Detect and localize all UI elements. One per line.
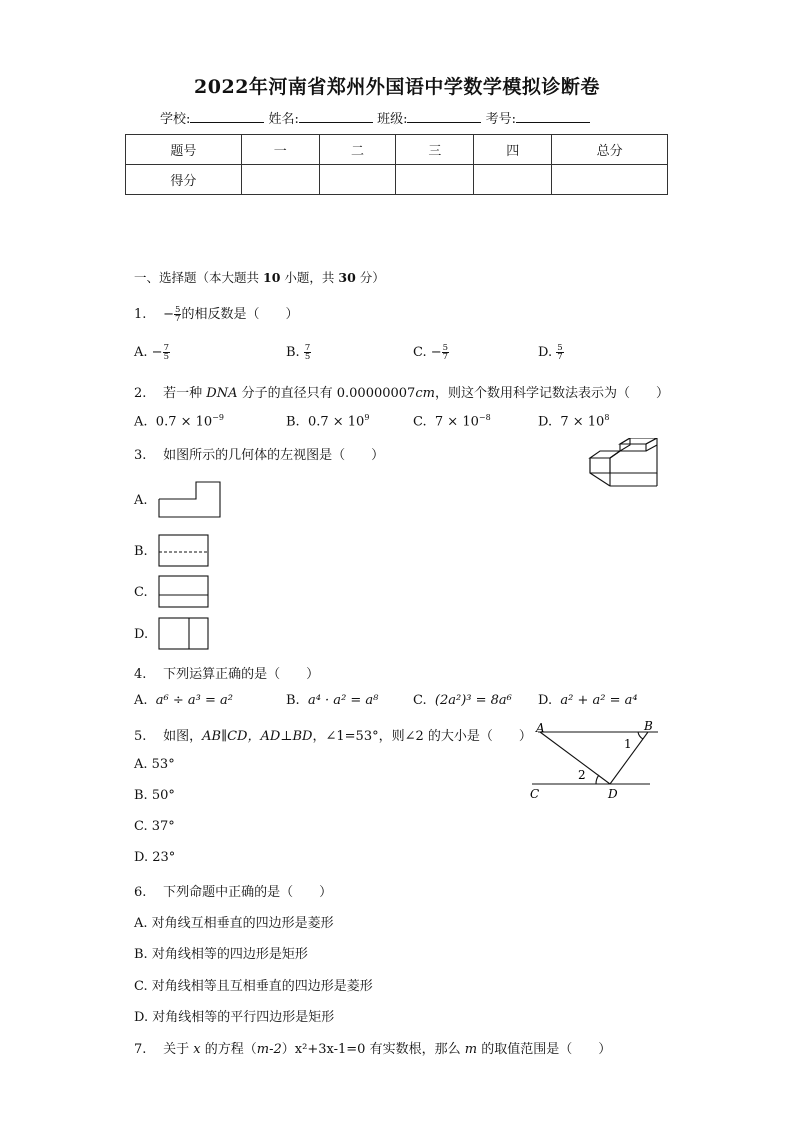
q6-option-b[interactable]: B. 对角线相等的四边形是矩形 xyxy=(134,947,308,962)
point-c-label: C xyxy=(530,787,540,801)
score-header-cell: 二 xyxy=(319,135,396,165)
q1-option-c[interactable]: C. − $\frac{5}{7}$ xyxy=(413,343,449,362)
score-table-row xyxy=(126,165,668,195)
score-row-label: 得分 xyxy=(126,165,242,195)
score-cell[interactable] xyxy=(474,165,552,195)
q3-option-a-label: A. xyxy=(134,493,148,508)
q6-option-d[interactable]: D. 对角线相等的平行四边形是矩形 xyxy=(134,1010,335,1025)
question-5: 5. 如图，AB∥CD，AD⊥BD，∠1=53°，则∠2 的大小是（ ） xyxy=(134,729,532,744)
q6-option-c[interactable]: C. 对角线相等且互相垂直的四边形是菱形 xyxy=(134,979,373,994)
section-heading: 一、选择题（本大题共 10 小题，共 30 分） xyxy=(134,270,385,285)
name-label: 姓名: xyxy=(268,112,299,127)
q5-option-c[interactable]: C. 37° xyxy=(134,819,175,834)
score-cell[interactable] xyxy=(396,165,474,195)
question-7: 7. 关于 x 的方程（m-2）x²+3x-1=0 有实数根，那么 m 的取值范围是（ ） xyxy=(134,1042,612,1057)
question-3: 3. 如图所示的几何体的左视图是（ ） xyxy=(134,448,385,463)
solid-figure xyxy=(586,438,662,490)
q4-option-c[interactable]: C. (2a²)³ = 8a⁶ xyxy=(413,693,512,708)
question-2: 2. 若一种 DNA 分子的直径只有 0.00000007cm，则这个数用科学记数法表示为（ ） xyxy=(134,386,669,401)
angle-2-label: 2 xyxy=(578,768,586,782)
class-field[interactable] xyxy=(407,110,481,123)
q5-option-a[interactable]: A. 53° xyxy=(134,757,175,772)
student-info-line xyxy=(160,108,590,127)
q3-option-d-figure[interactable] xyxy=(158,617,210,651)
exam-no-label: 考号: xyxy=(485,112,516,127)
point-b-label: B xyxy=(644,719,653,733)
q3-option-c-figure[interactable] xyxy=(158,575,210,609)
q1-option-d[interactable]: D. $\frac{5}{7}$ xyxy=(538,343,563,362)
question-4: 4. 下列运算正确的是（ ） xyxy=(134,667,320,682)
q2-option-a[interactable]: A. $0.7 \times 10^{-9}$ xyxy=(134,413,224,430)
q4-option-a[interactable]: A. a⁶ ÷ a³ = a² xyxy=(134,693,233,708)
point-d-label: D xyxy=(608,787,618,801)
question-6: 6. 下列命题中正确的是（ ） xyxy=(134,885,333,900)
score-cell[interactable] xyxy=(319,165,396,195)
score-header-cell: 总分 xyxy=(552,135,668,165)
q1-option-a[interactable]: A. − $\frac{7}{5}$ xyxy=(134,343,169,362)
q3-option-d-label: D. xyxy=(134,627,149,642)
q5-option-b[interactable]: B. 50° xyxy=(134,788,175,803)
q4-option-b[interactable]: B. a⁴ · a² = a⁸ xyxy=(286,693,379,708)
exam-no-field[interactable] xyxy=(516,110,590,123)
page-title: 2022年河南省郑州外国语中学数学模拟诊断卷 xyxy=(194,76,600,98)
score-table-header-row xyxy=(126,135,668,165)
q2-option-c[interactable]: C. $7 \times 10^{-8}$ xyxy=(413,413,491,430)
q2-option-d[interactable]: D. $7 \times 10^8$ xyxy=(538,413,610,430)
q3-option-a-figure[interactable] xyxy=(158,481,222,519)
point-a-label: A xyxy=(536,721,545,735)
school-field[interactable] xyxy=(190,110,264,123)
q2-option-b[interactable]: B. $0.7 \times 10^9$ xyxy=(286,413,370,430)
class-label: 班级: xyxy=(377,112,408,127)
score-header-cell: 三 xyxy=(396,135,474,165)
q3-option-b-figure[interactable] xyxy=(158,534,210,568)
score-header-cell: 四 xyxy=(474,135,552,165)
q3-option-b-label: B. xyxy=(134,544,148,559)
q5-option-d[interactable]: D. 23° xyxy=(134,850,176,865)
question-1: 1. − $\frac{5}{7}$ 的相反数是（ ） xyxy=(134,305,299,324)
q6-option-a[interactable]: A. 对角线互相垂直的四边形是菱形 xyxy=(134,916,334,931)
angle-1-label: 1 xyxy=(624,737,632,751)
score-header-cell: 一 xyxy=(241,135,319,165)
score-cell[interactable] xyxy=(241,165,319,195)
school-label: 学校: xyxy=(160,112,191,127)
q1-option-b[interactable]: B. $\frac{7}{5}$ xyxy=(286,343,311,362)
name-field[interactable] xyxy=(299,110,373,123)
q4-option-d[interactable]: D. a² + a² = a⁴ xyxy=(538,693,638,708)
score-cell[interactable] xyxy=(552,165,668,195)
score-header-cell: 题号 xyxy=(126,135,242,165)
q5-geometry-figure xyxy=(526,716,666,804)
q3-option-c-label: C. xyxy=(134,585,148,600)
score-table xyxy=(125,134,668,195)
